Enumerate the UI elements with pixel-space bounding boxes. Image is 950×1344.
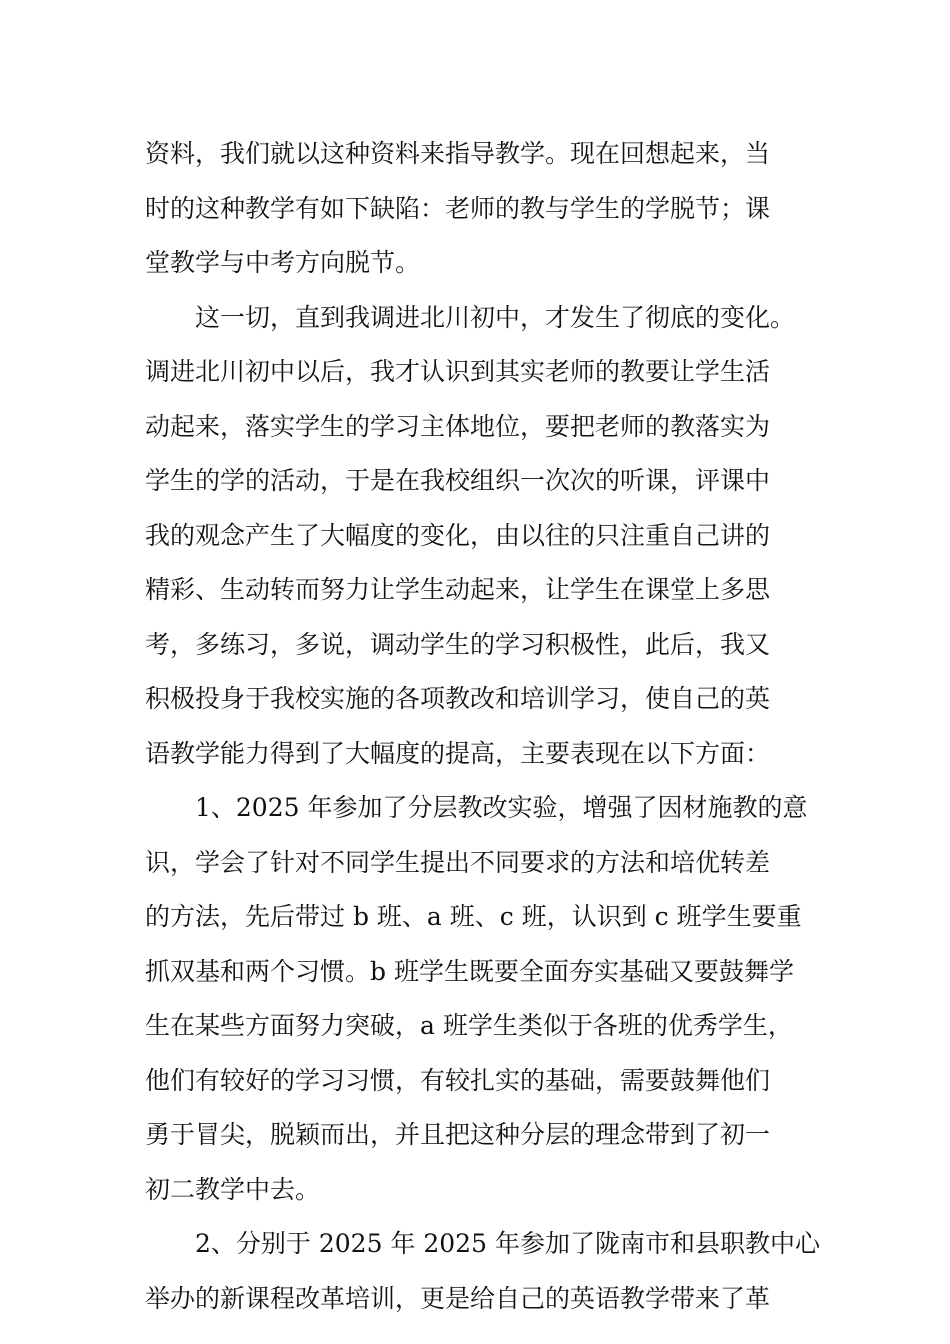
text-line: 识，学会了针对不同学生提出不同要求的方法和培优转差 bbox=[145, 847, 771, 877]
text-line: 考，多练习，多说，调动学生的学习积极性，此后，我又 bbox=[145, 629, 771, 659]
text-line: 的方法，先后带过 b 班、a 班、c 班，认识到 c 班学生要重 bbox=[145, 902, 802, 931]
text-line: 精彩、生动转而努力让学生动起来，让学生在课堂上多思 bbox=[145, 575, 771, 604]
text-line: 堂教学与中考方向脱节。 bbox=[145, 248, 421, 277]
paragraph-start-line: 2、分别于 2025 年 2025 年参加了陇南市和县职教中心 bbox=[195, 1229, 820, 1258]
text-line: 勇于冒尖，脱颖而出，并且把这种分层的理念带到了初一 bbox=[145, 1120, 771, 1149]
text-line: 动起来，落实学生的学习主体地位，要把老师的教落实为 bbox=[145, 411, 771, 441]
text-line: 积极投身于我校实施的各项教改和培训学习，使自己的英 bbox=[145, 684, 771, 713]
text-line: 时的这种教学有如下缺陷：老师的教与学生的学脱节；课 bbox=[145, 193, 771, 223]
text-line: 初二教学中去。 bbox=[145, 1174, 321, 1204]
document-body bbox=[145, 127, 820, 1326]
text-line: 语教学能力得到了大幅度的提高，主要表现在以下方面： bbox=[145, 738, 771, 768]
text-line: 我的观念产生了大幅度的变化，由以往的只注重自己讲的 bbox=[145, 520, 771, 550]
paragraph-start-line: 这一切，直到我调进北川初中，才发生了彻底的变化。 bbox=[195, 302, 796, 332]
text-line: 他们有较好的学习习惯，有较扎实的基础，需要鼓舞他们 bbox=[145, 1065, 771, 1095]
text-line: 举办的新课程改革培训，更是给自己的英语教学带来了革 bbox=[145, 1283, 771, 1313]
text-line: 调进北川初中以后，我才认识到其实老师的教要让学生活 bbox=[145, 357, 771, 386]
paragraph-start-line: 1、2025 年参加了分层教改实验，增强了因材施教的意 bbox=[195, 793, 808, 822]
text-line: 生在某些方面努力突破，a 班学生类似于各班的优秀学生， bbox=[145, 1011, 793, 1040]
text-line: 学生的学的活动，于是在我校组织一次次的听课，评课中 bbox=[145, 466, 771, 495]
text-line: 资料，我们就以这种资料来指导教学。现在回想起来，当 bbox=[145, 139, 771, 168]
text-line: 抓双基和两个习惯。b 班学生既要全面夯实基础又要鼓舞学 bbox=[145, 956, 794, 986]
